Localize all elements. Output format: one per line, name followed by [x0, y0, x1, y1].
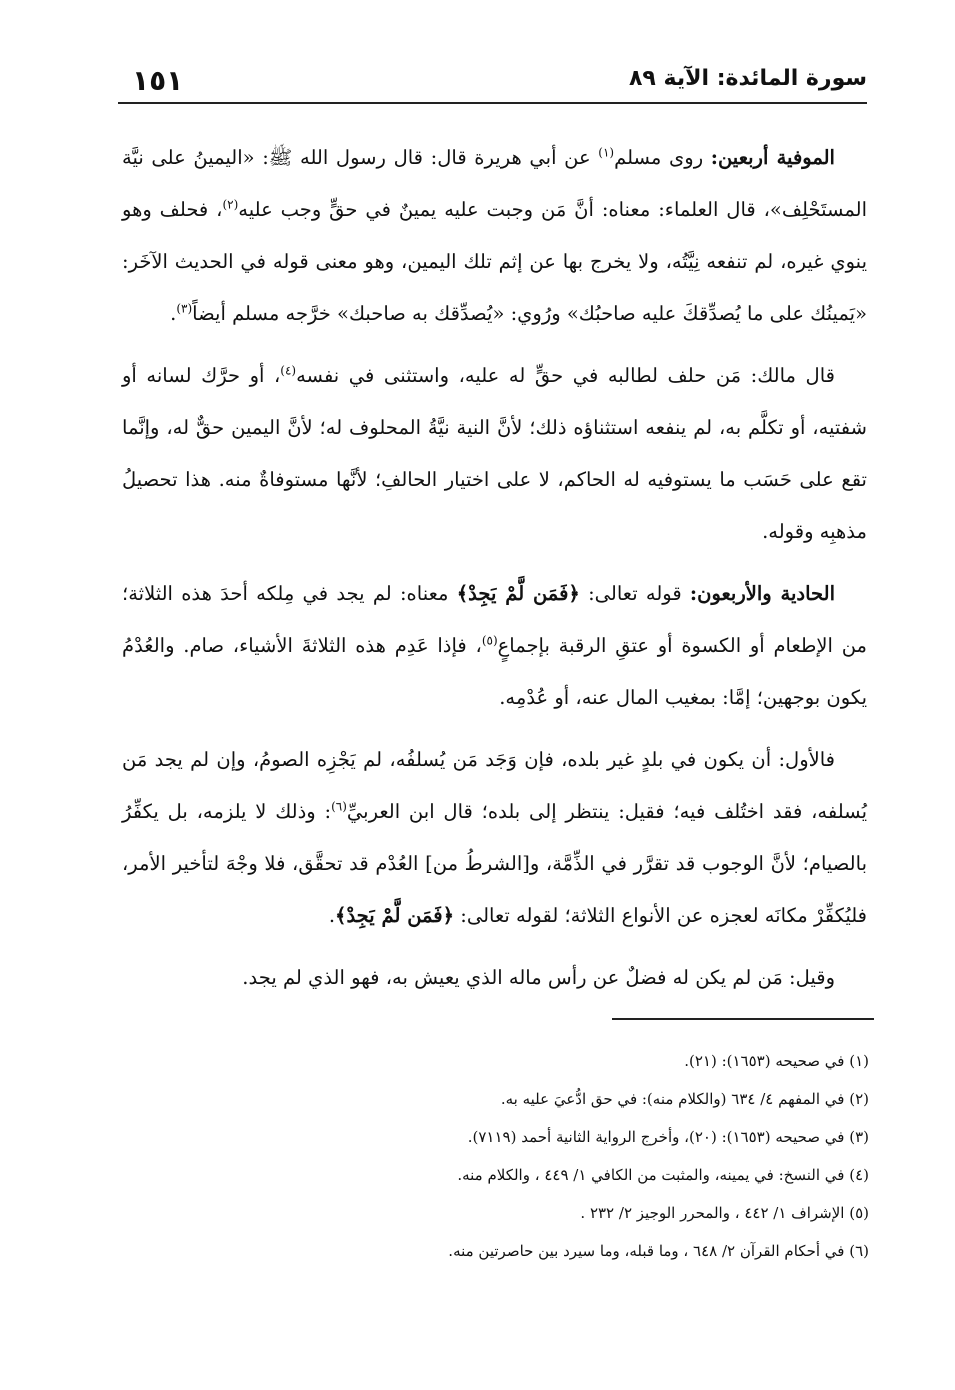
paragraph — [122, 734, 867, 942]
quran-quote: ﴿فَمَن لَّمْ يَجِدْ﴾ — [335, 904, 455, 927]
text-segment: ، أو حرَّك لسانه أو شفتيه، أو تكلَّم به، لم ينفعه استثناؤه ذلك؛ لأنَّ النية نيَّةُ المحلوف له؛ لأنَّ اليمين حقٌّ له، وإنَّما تقع على حَسَب ما يستوفيه له الحاكم، لا على اختيار الحالفِ؛ لأنَّها مستوفاةٌ منه. هذا تحصيلُ مذهبِه وقوله. — [122, 364, 867, 543]
running-title: سورة المائدة: الآية ٨٩ — [628, 66, 867, 91]
text-segment: . — [328, 904, 336, 927]
text-segment: فالأول: أن يكون في بلدٍ غير بلده، فإن وَجَد مَن يُسلفُه، لم يَجْزِه الصومُ، وإن لم يجد مَن يُسلفه، فقد اختُلف فيه؛ فقيل: ينتظر إلى بلده؛ قال ابن العربيِّ — [122, 748, 868, 823]
header-divider — [118, 102, 867, 104]
footnote: (٦) في أحكام القرآن ٢/ ٦٤٨ ، وما قبله، وما سيرد بين حاصرتين منه. — [448, 1242, 869, 1260]
footnote: (٥) الإشراف ١/ ٤٤٢ ، والمحرر الوجيز ٢/ ٢٣٢ . — [580, 1204, 869, 1222]
footnote: (٣) في صحيحه (١٦٥٣): (٢٠)، وأخرج الرواية الثانية أحمد (٧١١٩). — [467, 1128, 869, 1146]
paragraph — [122, 568, 867, 724]
footnote-marker: (٢) — [222, 197, 239, 212]
text-segment: روى مسلم — [614, 146, 711, 169]
text-segment: : وذلك لا يلزمه، بل يكفِّرُ بالصيام؛ لأنَّ الوجوب قد تقرَّر في الذِّمَّة، و[الشرطُ من] العُدْم قد تحقَّق، فلا وجْهَ لتأخير الأمر، فليُكفِّرْ مكانَه لعجزه عن الأنواع الثلاثة؛ لقوله تعالى: — [122, 800, 867, 927]
footnote-divider — [612, 1018, 874, 1020]
footnote: (٢) في المفهم ٤/ ٦٣٤ (والكلام منه): في حق ادُّعيَ عليه به. — [500, 1090, 869, 1108]
main-text — [122, 132, 867, 1014]
page-number: ١٥١ — [132, 64, 184, 97]
footnote: (٤) في النسخ: في يمينه، والمثبت من الكافي ١/ ٤٤٩ ، والكلام منه. — [457, 1166, 869, 1184]
text-segment: ، فحلف وهو ينوي غيره، لم تنفعه نِيَّتُه، ولا يخرج بها عن إثم تلك اليمين، وهو معنى قوله في الحديث الآخَر: «يَمينُك على ما يُصدِّقكَ عليه صاحبُك» ورُوي: «يُصدِّقك به صاحبك» خرَّجه مسلم أيضاً — [122, 198, 867, 325]
text-segment: وقيل: مَن لم يكن له فضلٌ عن رأس ماله الذي يعيش به، فهو الذي لم يجد. — [242, 966, 835, 989]
footnote-marker: (٥) — [481, 633, 498, 648]
paragraph — [122, 952, 867, 1004]
paragraph — [122, 132, 867, 340]
section-lead: الموفية أربعين: — [710, 146, 835, 169]
page-header — [118, 58, 867, 108]
footnote-marker: (٦) — [331, 799, 347, 814]
footnote-marker: (١) — [598, 145, 615, 160]
quran-quote: ﴿فَمَن لَّمْ يَجِدْ﴾ — [456, 582, 580, 605]
text-segment: ، فإذا عَدِم هذه الثلاثةَ الأشياء، صام. والعُدْمُ يكون بوجهين؛ إمَّا: بمغيب المال عنه، أو عُدْمِه. — [122, 634, 867, 709]
text-segment: معناه: لم يجد في مِلكه أحدَ هذه الثلاثة؛ من الإطعام أو الكسوة أو عتقِ الرقبة بإجماعٍ — [122, 582, 867, 657]
text-segment: قال مالك: مَن حلف لطالبه في حقٍّ له عليه، واستثنى في نفسه — [296, 364, 835, 387]
paragraph — [122, 350, 867, 558]
text-segment: عن أبي هريرة قال: قال رسول الله ﷺ: «اليمينُ على نيَّة المستَحْلِف»، قال العلماء: معناه: أنَّ مَن وجبت عليه يمينٌ في حقٍّ وجب عليه — [122, 146, 867, 221]
footnote-marker: (٣) — [176, 301, 193, 316]
footnotes — [122, 1042, 869, 1270]
footnote-marker: (٤) — [280, 363, 297, 378]
text-segment: قوله تعالى: — [579, 582, 690, 605]
section-lead: الحادية والأربعون: — [689, 582, 836, 605]
footnote: (١) في صحيحه (١٦٥٣): (٢١). — [684, 1052, 869, 1070]
text-segment: . — [170, 302, 177, 325]
